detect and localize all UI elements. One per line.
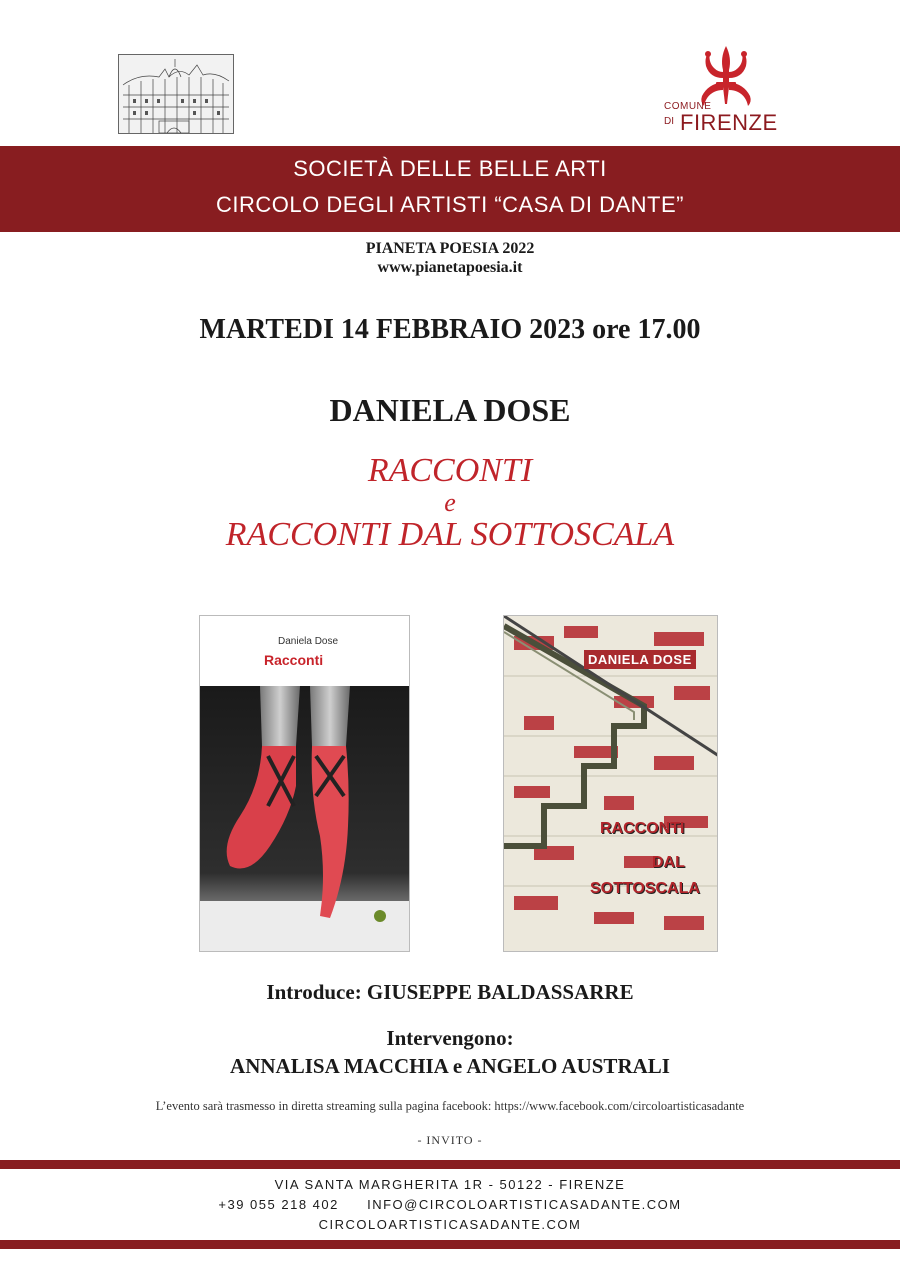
footer-website: CIRCOLOARTISTICASADANTE.COM bbox=[318, 1217, 582, 1232]
header-banner bbox=[0, 146, 900, 232]
book2-author: DANIELA DOSE bbox=[584, 650, 696, 669]
book-cover-racconti-dal-sottoscala bbox=[503, 615, 718, 952]
ballet-shoes-image bbox=[200, 686, 410, 952]
streaming-note: L’evento sarà trasmesso in diretta streaming sulla pagina facebook: https://www.facebook.com/circoloartisticasadante bbox=[155, 1099, 745, 1113]
footer-bottom-rule bbox=[0, 1240, 900, 1249]
book2-title-c: SOTTOSCALA bbox=[590, 880, 700, 897]
event-date: MARTEDI 14 FEBBRAIO 2023 ore 17.00 bbox=[199, 314, 701, 345]
book1-author: Daniela Dose bbox=[278, 636, 339, 647]
florence-lily-icon bbox=[696, 44, 756, 108]
footer-phone: +39 055 218 402 bbox=[218, 1197, 339, 1212]
event-author: DANIELA DOSE bbox=[329, 392, 571, 428]
di-label: DI bbox=[664, 116, 674, 127]
book-title-1: RACCONTI bbox=[367, 452, 533, 489]
intervengono-label: Intervengono: bbox=[386, 1026, 514, 1050]
firenze-label: FIRENZE bbox=[680, 110, 778, 135]
circle-name: CIRCOLO DEGLI ARTISTI “CASA DI DANTE” bbox=[216, 192, 684, 217]
footer-address: VIA SANTA MARGHERITA 1R - 50122 - FIRENZE bbox=[274, 1177, 626, 1192]
invito-label: - INVITO - bbox=[417, 1133, 483, 1147]
book1-title: Racconti bbox=[264, 652, 324, 668]
intervengono-names: ANNALISA MACCHIA e ANGELO AUSTRALI bbox=[230, 1054, 670, 1078]
book-cover-racconti bbox=[199, 615, 410, 952]
florence-sketch-logo bbox=[118, 54, 234, 134]
footer-email: INFO@CIRCOLOARTISTICASADANTE.COM bbox=[367, 1197, 682, 1212]
book2-title-b: DAL bbox=[652, 854, 685, 871]
series-url: www.pianetapoesia.it bbox=[377, 259, 523, 276]
footer-contacts bbox=[0, 1197, 900, 1212]
book-title-2: RACCONTI DAL SOTTOSCALA bbox=[225, 516, 675, 553]
book2-title-a: RACCONTI bbox=[600, 820, 685, 837]
introducer: Introduce: GIUSEPPE BALDASSARRE bbox=[266, 980, 634, 1004]
series-title: PIANETA POESIA 2022 bbox=[365, 240, 535, 257]
comune-di-firenze-logo bbox=[660, 44, 780, 136]
title-conjunction: e bbox=[444, 488, 456, 517]
society-name: SOCIETÀ DELLE BELLE ARTI bbox=[293, 156, 607, 181]
comune-label: COMUNE bbox=[664, 101, 712, 112]
footer-top-rule bbox=[0, 1160, 900, 1169]
